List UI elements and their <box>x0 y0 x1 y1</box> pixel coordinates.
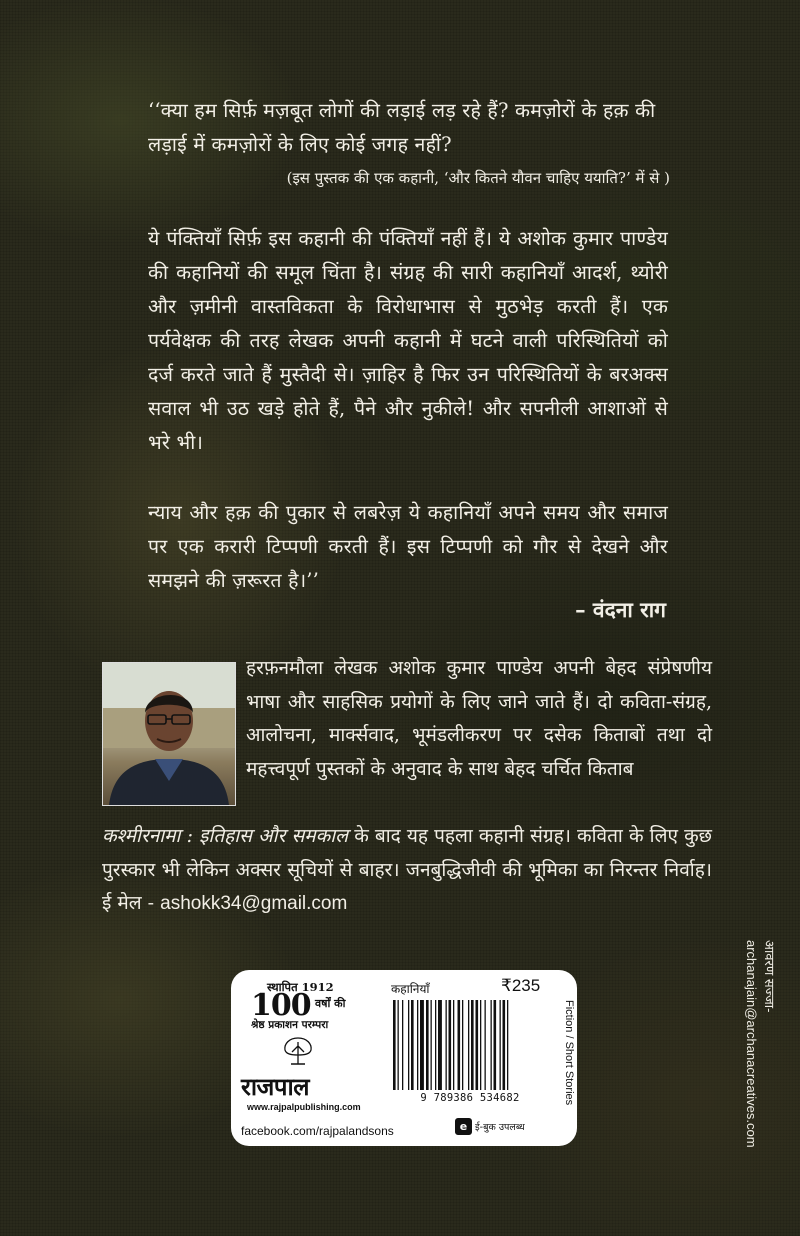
barcode-bar <box>398 1000 399 1090</box>
barcode-bar <box>408 1000 409 1090</box>
category-label: Fiction / Short Stories <box>563 1000 575 1106</box>
barcode-bar <box>491 1000 492 1090</box>
tree-logo-icon <box>281 1036 315 1066</box>
barcode <box>391 1000 549 1090</box>
barcode-bar <box>476 1000 479 1090</box>
barcode-bar <box>393 1000 396 1090</box>
barcode-bar <box>417 1000 418 1090</box>
publisher-tagline: श्रेष्ठ प्रकाशन परम्परा <box>251 1019 329 1031</box>
publisher-logo: राजपाल <box>241 1073 309 1101</box>
ebook-icon: e <box>455 1118 472 1135</box>
review-paragraph-1: ये पंक्तियाँ सिर्फ़ इस कहानी की पंक्तियाँ नहीं हैं। ये अशोक कुमार पाण्डेय की कहानियों की समूल चिंता है। संग्रह की सारी कहानियाँ आदर्श, थ्योरी और ज़मीनी वास्तविकता के विरोधाभास से मुठभेड़ करती हैं। एक पर्यवेक्षक की तरह लेखक अपनी कहानी में घटने वाली परिस्थितियों को दर्ज करते जाते हैं मुस्तैदी से। ज़ाहिर है फिर उन परिस्थितियों के बरअक्स सवाल भी उठ खड़े होते हैं, पैने और नुकीले! और सपनीली आशाओं से भरे भी। <box>148 227 668 454</box>
barcode-bar <box>453 1000 454 1090</box>
isbn-number: 9 789386 534682 <box>420 1092 520 1104</box>
publisher-website[interactable]: www.rajpalpublishing.com <box>247 1102 361 1112</box>
author-email[interactable]: ashokk34@gmail.com <box>160 893 348 914</box>
author-bio-bottom <box>102 820 712 921</box>
barcode-bar <box>507 1000 508 1090</box>
barcode-bar <box>468 1000 469 1090</box>
review-paragraph-2: न्याय और हक़ की पुकार से लबरेज़ ये कहानियाँ अपने समय और समाज पर एक करारी टिप्पणी करती हैं। इस टिप्पणी को गौर से देखने और समझने की ज़रूरत है।’’ <box>148 501 668 592</box>
barcode-bar <box>503 1000 506 1090</box>
barcode-bar <box>426 1000 429 1090</box>
barcode-bar <box>458 1000 461 1090</box>
genre-label: कहानियाँ <box>391 982 430 996</box>
barcode-bar <box>471 1000 474 1090</box>
ebook-availability: ई-बुक उपलब्ध <box>475 1122 525 1133</box>
barcode-bar <box>446 1000 447 1090</box>
barcode-bar <box>480 1000 481 1090</box>
credit-email: archanajain@archanacreatives.com <box>744 940 759 1148</box>
opening-quote: ‘‘क्या हम सिर्फ़ मज़बूत लोगों की लड़ाई लड़ रहे हैं? कमज़ोरों के हक़ की लड़ाई में कमज़ोरों के लिए कोई जगह नहीं? <box>148 99 656 156</box>
reviewer-signature: – वंदना राग <box>575 597 666 622</box>
bio-text-part2: के बाद यह पहला कहानी संग्रह। कविता के लिए कुछ पुरस्कार भी लेकिन अक्सर सूचियों से बाहर। जनबुद्धिजीवी की भूमिका का निरन्तर निर्वाह। ई मेल - <box>102 825 712 914</box>
barcode-bar <box>402 1000 403 1090</box>
barcode-bar <box>500 1000 501 1090</box>
credit-label: आवरण सज्जा- <box>762 940 777 1013</box>
cover-design-credit <box>738 940 778 1170</box>
publisher-established: स्थापित 1912 <box>267 980 334 994</box>
author-photo <box>102 662 236 806</box>
bio-book-title: कश्मीरनामा : इतिहास और समकाल <box>102 825 349 847</box>
bio-text-part1: हरफ़नमौला लेखक अशोक कुमार पाण्डेय अपनी बेहद संप्रेषणीय भाषा और साहसिक प्रयोगों के लिए जाने जाते हैं। दो कविता-संग्रह, आलोचना, मार्क्सवाद, भूमंडलीकरण पर दसेक किताबों तथा दो महत्त्वपूर्ण पुस्तकों के अनुवाद के साथ बेहद चर्चित किताब <box>246 657 712 780</box>
barcode-bar <box>431 1000 432 1090</box>
price-label: ₹235 <box>501 976 541 995</box>
quote-source: (इस पुस्तक की एक कहानी, ‘और कितने यौवन चाहिए ययाति?’ में से ) <box>286 169 670 187</box>
publisher-facebook[interactable]: facebook.com/rajpalandsons <box>241 1124 394 1138</box>
barcode-bar <box>462 1000 463 1090</box>
barcode-bar <box>435 1000 436 1090</box>
barcode-bar <box>411 1000 414 1090</box>
barcode-bar <box>420 1000 424 1090</box>
publisher-card <box>231 970 577 1146</box>
barcode-bar <box>485 1000 486 1090</box>
publisher-years: वर्षों की <box>315 997 346 1010</box>
barcode-bar <box>449 1000 452 1090</box>
barcode-bar <box>438 1000 442 1090</box>
barcode-bar <box>494 1000 497 1090</box>
author-bio-top <box>246 652 712 786</box>
publisher-hundred: 100 <box>251 988 311 1023</box>
